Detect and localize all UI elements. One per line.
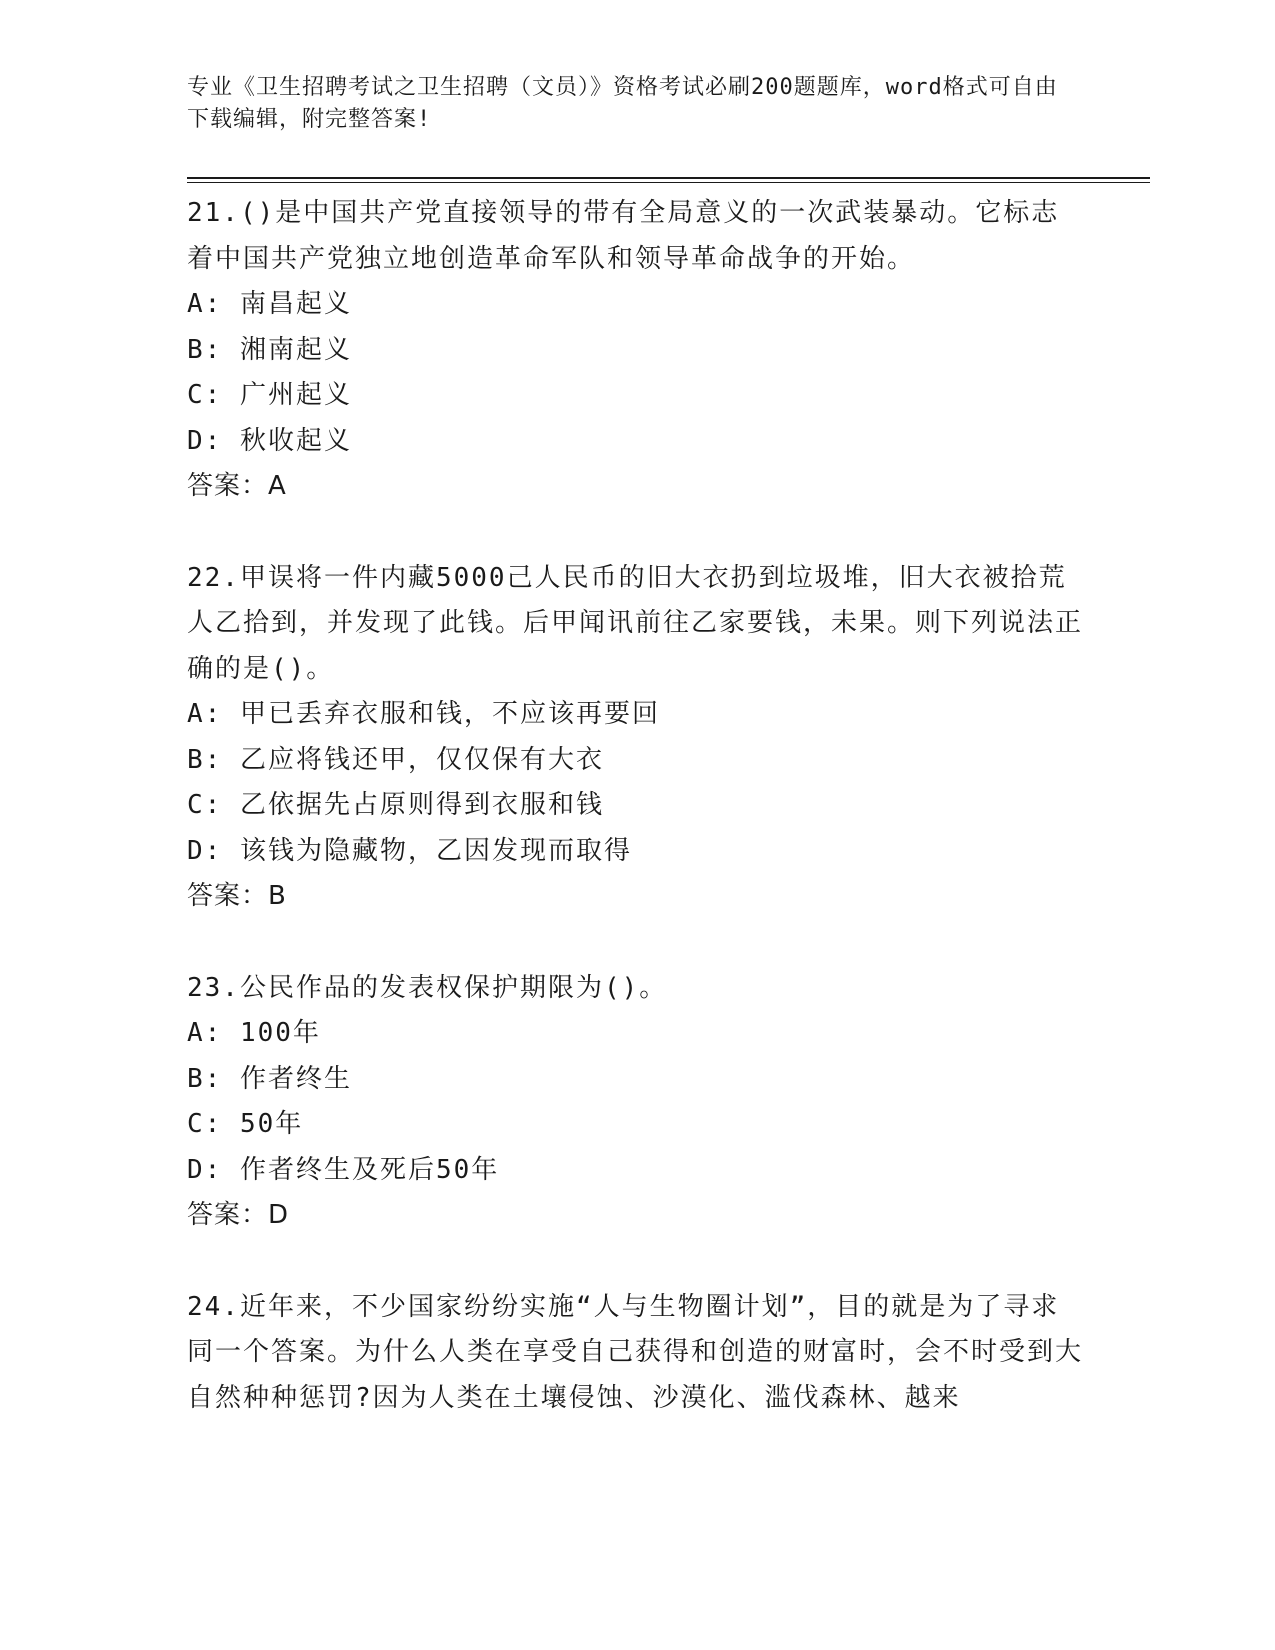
answer-line [187,464,1087,510]
question-number: 21. [187,198,240,228]
option-text: 作者终生及死后50年 [239,1154,500,1185]
option-letter: D: [187,425,223,456]
option-d [187,419,1087,465]
option-letter: B: [187,744,223,775]
header-divider-thick [187,177,1150,179]
option-letter: A: [187,1018,223,1048]
option-letter: B: [187,1063,223,1094]
question-text: 公民作品的发表权保护期限为()。 [239,972,668,1003]
question-number: 23. [187,972,240,1003]
option-text: 甲已丢弃衣服和钱，不应该再要回 [239,699,660,729]
question-stem [187,191,1087,282]
option-letter: C: [187,380,223,410]
question-24 [187,1285,1087,1422]
answer-label: 答案： [187,1200,269,1230]
answer-value: A [268,471,287,501]
option-a [187,1011,1087,1057]
option-letter: D: [187,1154,223,1185]
option-d [187,829,1087,875]
option-text: 作者终生 [239,1063,352,1094]
option-d [187,1148,1087,1194]
question-23 [187,966,1087,1239]
option-b [187,738,1087,784]
option-a [187,692,1087,738]
answer-label: 答案： [187,881,269,911]
option-c [187,783,1087,829]
option-text: 秋收起义 [239,425,352,456]
answer-value: B [268,881,287,911]
option-letter: D: [187,835,223,866]
option-c [187,373,1087,419]
answer-value: D [268,1200,290,1230]
answer-label: 答案： [187,471,269,501]
option-text: 100年 [239,1018,321,1048]
question-number: 22. [187,562,240,593]
answer-line [187,874,1087,920]
answer-line [187,1193,1087,1239]
question-number: 24. [187,1291,240,1322]
option-text: 广州起义 [239,380,352,410]
option-b [187,328,1087,374]
option-letter: B: [187,334,223,365]
option-b [187,1057,1087,1103]
question-stem [187,556,1087,693]
option-letter: A: [187,699,223,729]
option-a [187,282,1087,328]
question-22 [187,556,1087,920]
question-text: ()是中国共产党直接领导的带有全局意义的一次武装暴动。它标志着中国共产党独立地创造革命军队和领导革命战争的开始。 [187,198,1060,274]
question-list [187,191,1087,1467]
option-letter: C: [187,790,223,820]
question-21 [187,191,1087,510]
option-text: 乙应将钱还甲，仅仅保有大衣 [239,744,604,775]
question-text: 甲误将一件内藏5000己人民币的旧大衣扔到垃圾堆，旧大衣被拾荒人乙拾到，并发现了此钱。后甲闻讯前往乙家要钱，未果。则下列说法正确的是()。 [187,562,1084,684]
document-header [187,72,1067,136]
option-text: 南昌起义 [239,289,352,319]
option-text: 乙依据先占原则得到衣服和钱 [239,790,604,820]
question-stem [187,966,1087,1012]
option-letter: A: [187,289,223,319]
option-c [187,1102,1087,1148]
option-text: 该钱为隐藏物，乙因发现而取得 [239,835,632,866]
question-text: 近年来，不少国家纷纷实施“人与生物圈计划”，目的就是为了寻求同一个答案。为什么人类在享受自己获得和创造的财富时，会不时受到大自然种种惩罚?因为人类在土壤侵蚀、沙漠化、滥伐森林、越来 [187,1291,1084,1413]
header-divider-thin [187,182,1150,183]
option-letter: C: [187,1109,223,1139]
option-text: 50年 [239,1109,304,1139]
option-text: 湘南起义 [239,334,352,365]
question-stem [187,1285,1087,1422]
header-title: 专业《卫生招聘考试之卫生招聘（文员）》资格考试必刷200题题库，word格式可自由下载编辑，附完整答案! [187,75,1058,132]
